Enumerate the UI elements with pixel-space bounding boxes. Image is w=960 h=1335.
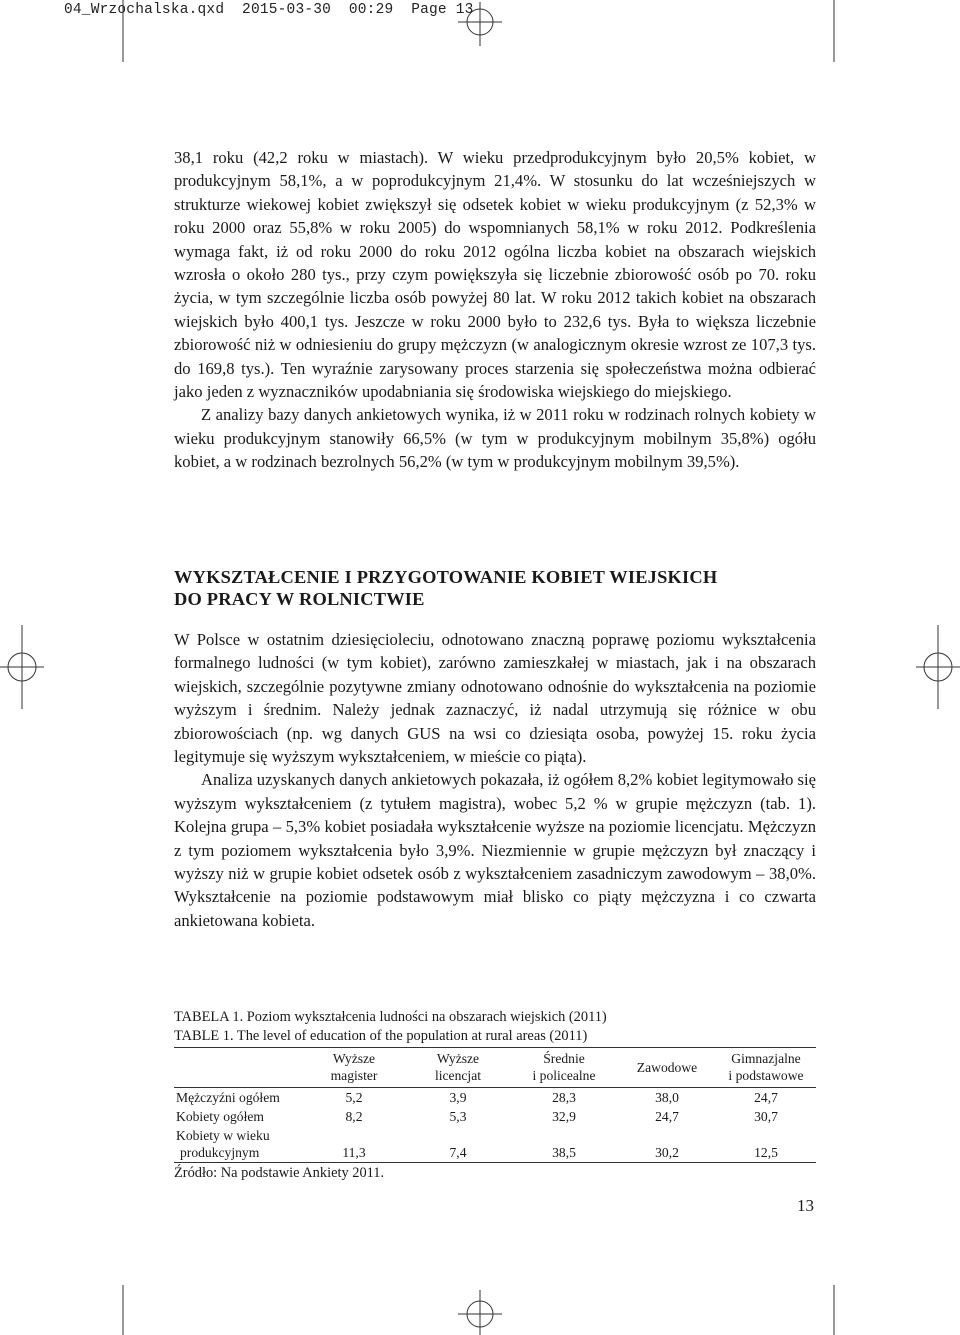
row-label: Mężczyźni ogółem — [176, 1090, 280, 1105]
registration-mark-bottom — [455, 1290, 505, 1335]
table-cell: 32,9 — [552, 1109, 576, 1124]
table-cell: 8,2 — [345, 1109, 363, 1124]
paragraph-1: 38,1 roku (42,2 roku w miastach). W wieku przedprodukcyjnym było 20,5% kobiet, w produkcyjnym 58,1%, a w poprodukcyjnym 21,4%. W stosunku do lat wcześniejszych w strukturze wiekowej kobiet zwiększył się odsetek kobiet w wieku produkcyjnym (z 52,3% w roku 2000 oraz 55,8% w roku 2005) do wspomnianych 58,1% w roku 2012. Podkreślenia wymaga fakt, iż od roku 2000 do roku 2012 ogólna liczba kobiet na obszarach wiejskich wzrosła o około 280 tys., przy czym powiększyła się liczebnie zbiorowość osób po 70. roku życia, w tym szczególnie liczba osób powyżej 80 lat. W roku 2012 takich kobiet na obszarach wiejskich było 400,1 tys. Jeszcze w roku 2000 było to 232,6 tys. Była to większa liczebnie zbiorowość niż w odniesieniu do grupy mężczyzn (w analogicznym okresie wzrost ze 107,3 tys. do 169,8 tys.). Ten wyraźnie zarysowany proces starzenia się społeczeństwa można odbierać jako jeden z wyznaczników upodabniania się środowiska wiejskiego do miejskiego. — [174, 148, 816, 402]
section-heading-line2: DO PRACY W ROLNICTWIE — [174, 589, 425, 609]
section-heading — [174, 566, 816, 610]
table-cell: 7,4 — [406, 1126, 510, 1163]
crop-mark-bottom-left — [0, 1285, 130, 1335]
text-block-1 — [174, 146, 816, 474]
slug-page: Page 13 — [411, 2, 474, 18]
table-row — [174, 1107, 816, 1126]
table-header-row — [174, 1048, 816, 1088]
table-cell: 5,3 — [449, 1109, 467, 1124]
table-cell: 38,0 — [655, 1090, 679, 1105]
paragraph-2: Z analizy bazy danych ankietowych wynika, iż w 2011 roku w rodzinach rolnych kobiety w wieku produkcyjnym stanowiły 66,5% (w tym w produkcyjnym mobilnym 35,8%) ogółu kobiet, a w rodzinach bezrolnych 56,2% (w tym w produkcyjnym mobilnym 39,5%). — [174, 405, 816, 472]
row-label: Kobiety ogółem — [176, 1109, 264, 1124]
paragraph-3: W Polsce w ostatnim dziesięcioleciu, odnotowano znaczną poprawę poziomu wykształcenia formalnego ludności (w tym kobiet), zarówno zamieszkałej w miastach, jak i na obszarach wiejskich, szczególnie pozytywne zmiany odnotowano odnośnie do wykształcenia na poziomie wyższym i średnim. Należy jednak zaznaczyć, iż nadal utrzymują się różnice w obu zbiorowościach (np. wg danych GUS na wsi co dziesiąta osoba, powyżej 15. roku życia legitymuje się wyższym wykształceniem, w mieście co piąta). — [174, 630, 816, 767]
table-cell: 24,7 — [655, 1109, 679, 1124]
page-number: 13 — [797, 1196, 814, 1215]
crop-mark-top-right — [830, 0, 960, 62]
registration-mark-top — [455, 2, 505, 46]
crop-mark-top-left — [0, 0, 130, 62]
table-header-cell: Zawodowe — [618, 1048, 716, 1088]
paragraph-4: Analiza uzyskanych danych ankietowych pokazała, iż ogółem 8,2% kobiet legitymowało się wyższym wykształceniem (z tytułem magistra), wobec 5,2 % w grupie mężczyzn (tab. 1). Kolejna grupa – 5,3% kobiet posiadała wykształcenie wyższe na poziomie licencjatu. Mężczyzn z tym poziomem wykształcenia było 3,9%. Niezmiennie w grupie mężczyzn był znaczący i wyższy niż w grupie kobiet odsetek osób z wykształceniem zasadniczym zawodowym – 38,0%. Wykształcenie na poziomie podstawowym miał blisko co piąty mężczyzna i co czwarta ankietowana kobieta. — [174, 770, 816, 930]
slug-time: 00:29 — [348, 2, 394, 18]
table-cell: 24,7 — [754, 1090, 778, 1105]
slug-file: 04_Wrzochalska.qxd — [64, 2, 225, 18]
table-source: Źródło: Na podstawie Ankiety 2011. — [174, 1165, 385, 1181]
row-label: Kobiety w wieku produkcyjnym — [174, 1126, 302, 1163]
table-cell: 38,5 — [510, 1126, 618, 1163]
table-header-cell — [174, 1048, 302, 1088]
table-header-cell: Wyższe licencjat — [406, 1048, 510, 1088]
table-cell: 30,2 — [618, 1126, 716, 1163]
table-header-cell: Średnie i policealne — [510, 1048, 618, 1088]
table-cell: 3,9 — [449, 1090, 467, 1105]
registration-mark-left — [0, 625, 44, 709]
education-table — [174, 1047, 816, 1163]
table-cell: 11,3 — [302, 1126, 406, 1163]
registration-mark-right — [916, 625, 960, 709]
table-header-cell: Gimnazjalne i podstawowe — [716, 1048, 816, 1088]
table-row — [174, 1126, 816, 1163]
table-cell: 5,2 — [345, 1090, 363, 1105]
table-cell: 30,7 — [754, 1109, 778, 1124]
table-cell: 28,3 — [552, 1090, 576, 1105]
table-caption-pl: TABELA 1. Poziom wykształcenia ludności na obszarach wiejskich (2011) — [174, 1009, 607, 1025]
slug-date: 2015-03-30 — [242, 2, 332, 18]
text-block-2 — [174, 628, 816, 932]
table-header-cell: Wyższe magister — [302, 1048, 406, 1088]
section-heading-line1: WYKSZTAŁCENIE I PRZYGOTOWANIE KOBIET WIEJSKICH — [174, 567, 718, 587]
table-caption-en: TABLE 1. The level of education of the population at rural areas (2011) — [174, 1028, 588, 1044]
crop-mark-bottom-right — [830, 1285, 960, 1335]
table-row — [174, 1088, 816, 1108]
table-cell: 12,5 — [716, 1126, 816, 1163]
